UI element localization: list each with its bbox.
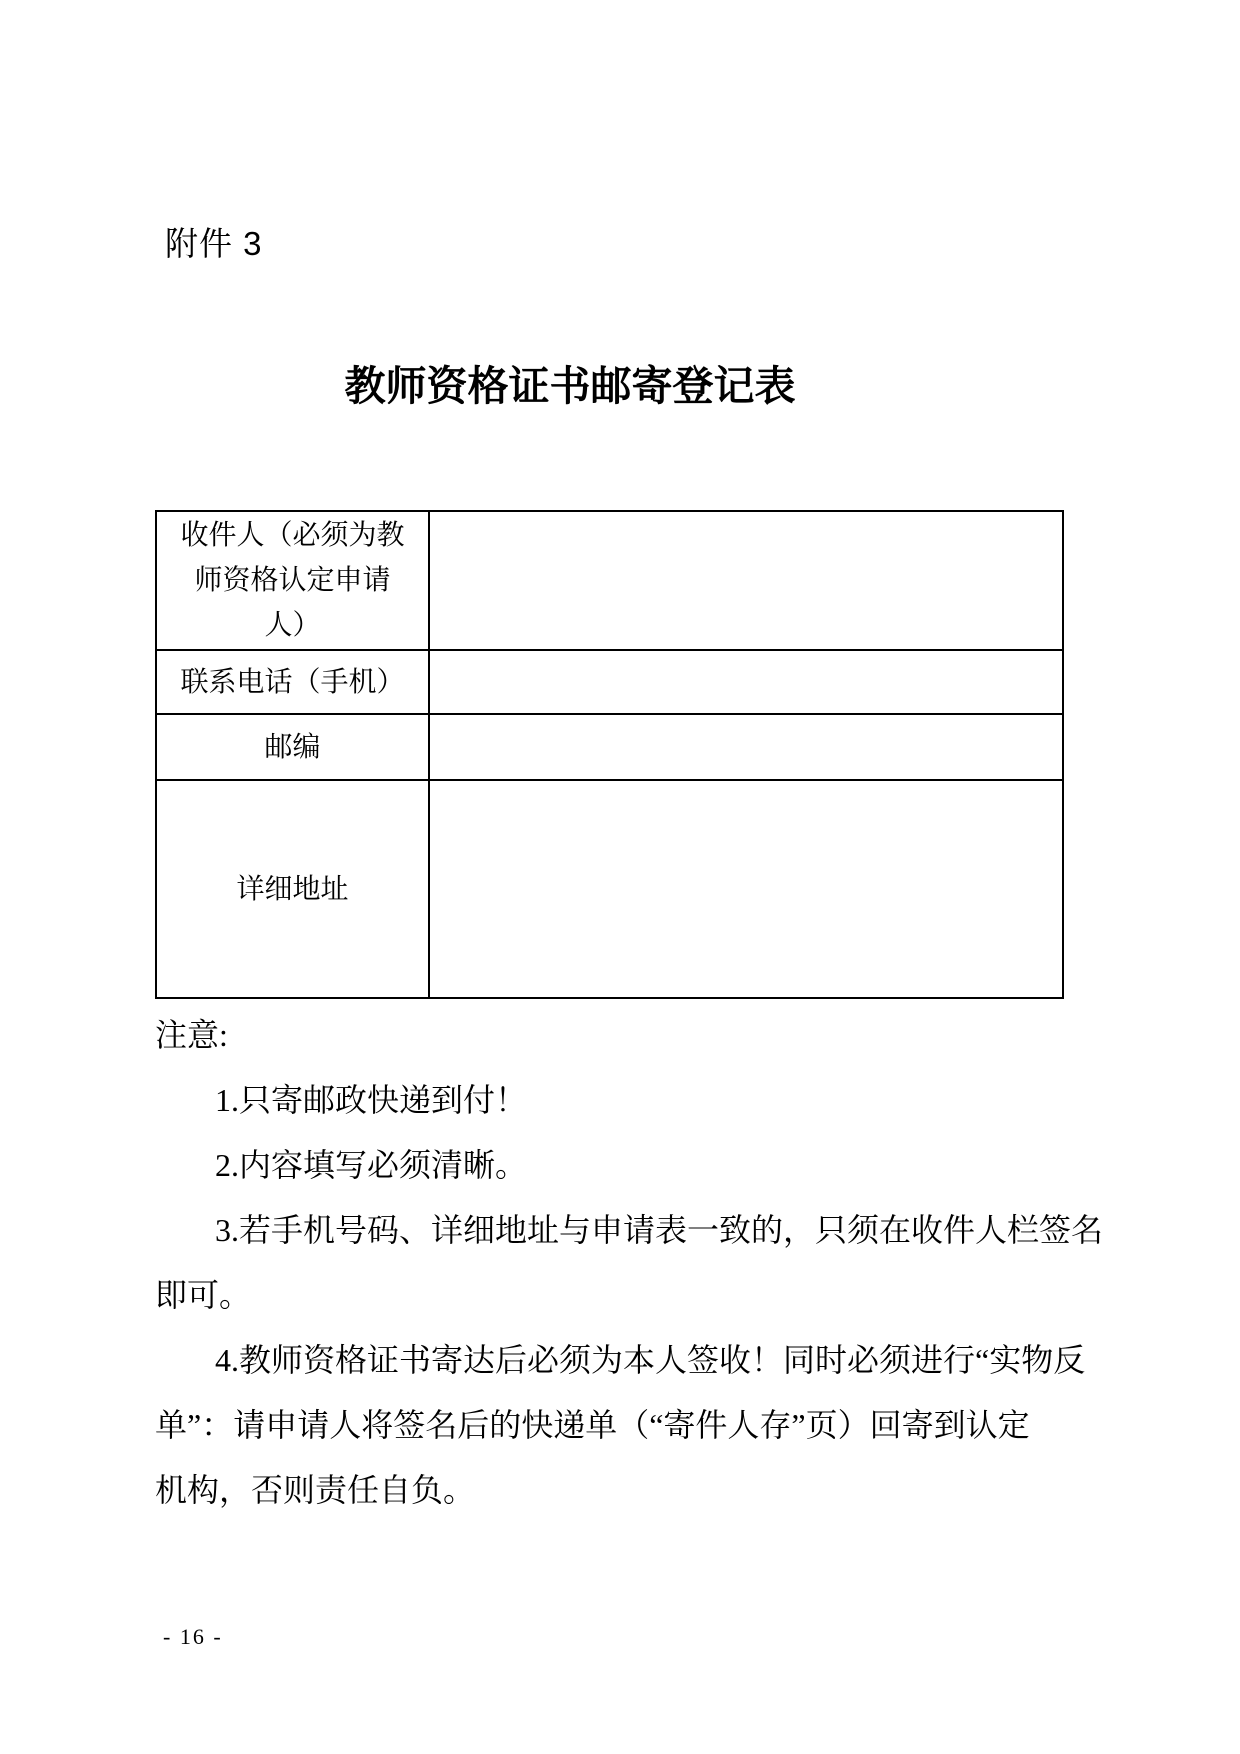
- phone-label: 联系电话（手机）: [156, 650, 429, 714]
- form-row-postcode: [156, 714, 1063, 780]
- note-line-3: 3.若手机号码、详细地址与申请表一致的，只须在收件人栏签名: [215, 1212, 1104, 1248]
- mailing-form-table: [155, 510, 1064, 999]
- note-line-4-continued: 单”：请申请人将签名后的快递单（“寄件人存”页）回寄到认定: [155, 1407, 1030, 1443]
- attachment-label: 附件 3: [165, 225, 263, 262]
- notes-section: [155, 1003, 1115, 1523]
- note-line-3-continued: 即可。: [155, 1277, 252, 1313]
- page-number: - 16 -: [163, 1624, 223, 1649]
- note-line-2: 2.内容填写必须清晰。: [215, 1147, 528, 1183]
- postcode-value-cell: [429, 714, 1063, 780]
- recipient-label: 收件人（必须为教师资格认定申请人）: [156, 511, 429, 650]
- address-label: 详细地址: [156, 780, 429, 998]
- address-value-cell: [429, 780, 1063, 998]
- note-line-4-continued-2: 机构，否则责任自负。: [155, 1472, 476, 1508]
- form-row-recipient: [156, 511, 1063, 650]
- postcode-label: 邮编: [156, 714, 429, 780]
- recipient-value-cell: [429, 511, 1063, 650]
- notes-heading: 注意:: [155, 1017, 228, 1053]
- note-line-4: 4.教师资格证书寄达后必须为本人签收！同时必须进行“实物反: [215, 1342, 1086, 1378]
- form-row-address: [156, 780, 1063, 998]
- phone-value-cell: [429, 650, 1063, 714]
- doc-title: 教师资格证书邮寄登记表: [344, 363, 796, 409]
- form-row-phone: [156, 650, 1063, 714]
- note-line-1: 1.只寄邮政快递到付！: [215, 1082, 528, 1118]
